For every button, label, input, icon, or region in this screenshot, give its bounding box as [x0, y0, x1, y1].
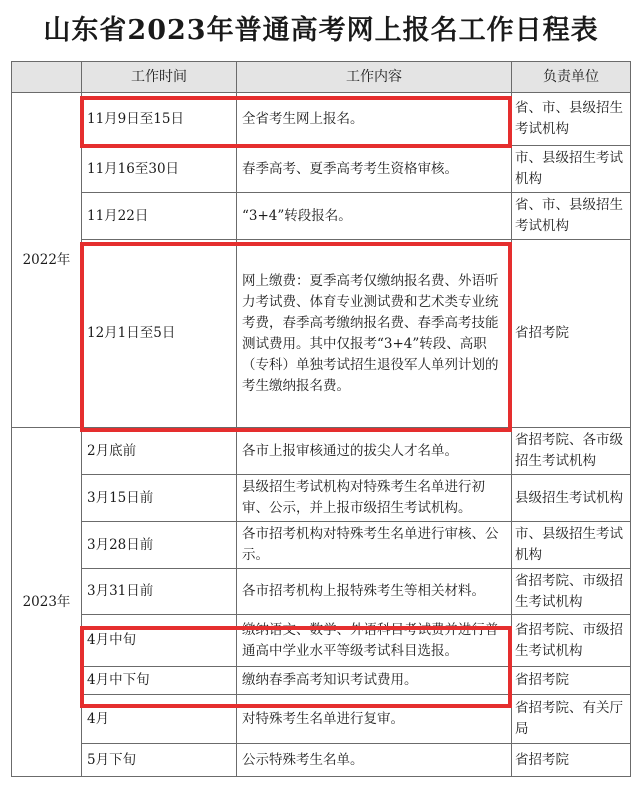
time-cell: 3月31日前 — [82, 569, 237, 615]
content-cell: “3+4”转段报名。 — [237, 193, 512, 240]
table-row — [12, 193, 631, 240]
time-cell: 5月下旬 — [82, 744, 237, 777]
schedule-table — [11, 61, 631, 777]
table-row — [12, 146, 631, 193]
unit-cell: 省、市、县级招生考试机构 — [512, 193, 631, 240]
unit-cell: 省招考院、市级招生考试机构 — [512, 615, 631, 667]
time-cell: 11月9日至15日 — [82, 93, 237, 146]
content-cell: 对特殊考生名单进行复审。 — [237, 695, 512, 744]
time-cell: 3月28日前 — [82, 522, 237, 569]
content-cell: 缴纳语文、数学、外语科目考试费并进行普通高中学业水平等级考试科目选报。 — [237, 615, 512, 667]
content-cell: 网上缴费：夏季高考仅缴纳报名费、外语听力考试费、体育专业测试费和艺术类专业统考费，春季高考缴纳报名费、春季高考技能测试费用。其中仅报考“3+4”转段、高职（专科）单独考试招生退役军人单列计划的考生缴纳报名费。 — [237, 240, 512, 428]
content-cell: 缴纳春季高考知识考试费用。 — [237, 667, 512, 695]
table-row — [12, 615, 631, 667]
unit-cell: 省招考院 — [512, 667, 631, 695]
time-cell: 2月底前 — [82, 428, 237, 475]
time-cell: 11月16至30日 — [82, 146, 237, 193]
unit-cell: 县级招生考试机构 — [512, 475, 631, 522]
unit-header: 负责单位 — [512, 62, 631, 93]
time-cell: 3月15日前 — [82, 475, 237, 522]
time-cell: 12月1日至5日 — [82, 240, 237, 428]
content-cell: 公示特殊考生名单。 — [237, 744, 512, 777]
table-row — [12, 475, 631, 522]
time-cell: 11月22日 — [82, 193, 237, 240]
unit-cell: 省招考院 — [512, 240, 631, 428]
table-row — [12, 522, 631, 569]
table-header-row — [12, 62, 631, 93]
time-header: 工作时间 — [82, 62, 237, 93]
table-row — [12, 428, 631, 475]
content-header: 工作内容 — [237, 62, 512, 93]
time-cell: 4月中旬 — [82, 615, 237, 667]
content-cell: 各市招考机构上报特殊考生等相关材料。 — [237, 569, 512, 615]
time-cell: 4月中下旬 — [82, 667, 237, 695]
time-cell: 4月 — [82, 695, 237, 744]
year-cell: 2023年 — [12, 428, 82, 777]
table-row — [12, 240, 631, 428]
unit-cell: 省招考院、有关厅局 — [512, 695, 631, 744]
content-cell: 县级招生考试机构对特殊考生名单进行初审、公示，并上报市级招生考试机构。 — [237, 475, 512, 522]
table-row — [12, 93, 631, 146]
unit-cell: 省招考院、市级招生考试机构 — [512, 569, 631, 615]
table-row — [12, 569, 631, 615]
table-row — [12, 744, 631, 777]
unit-cell: 省、市、县级招生考试机构 — [512, 93, 631, 146]
content-cell: 春季高考、夏季高考考生资格审核。 — [237, 146, 512, 193]
unit-cell: 市、县级招生考试机构 — [512, 146, 631, 193]
content-cell: 全省考生网上报名。 — [237, 93, 512, 146]
unit-cell: 省招考院 — [512, 744, 631, 777]
page-title: 山东省2023年普通高考网上报名工作日程表 — [43, 15, 599, 46]
year-cell: 2022年 — [12, 93, 82, 428]
unit-cell: 市、县级招生考试机构 — [512, 522, 631, 569]
unit-cell: 省招考院、各市级招生考试机构 — [512, 428, 631, 475]
table-row — [12, 695, 631, 744]
content-cell: 各市招考机构对特殊考生名单进行审核、公示。 — [237, 522, 512, 569]
content-cell: 各市上报审核通过的拔尖人才名单。 — [237, 428, 512, 475]
year-header — [12, 62, 82, 93]
table-row — [12, 667, 631, 695]
